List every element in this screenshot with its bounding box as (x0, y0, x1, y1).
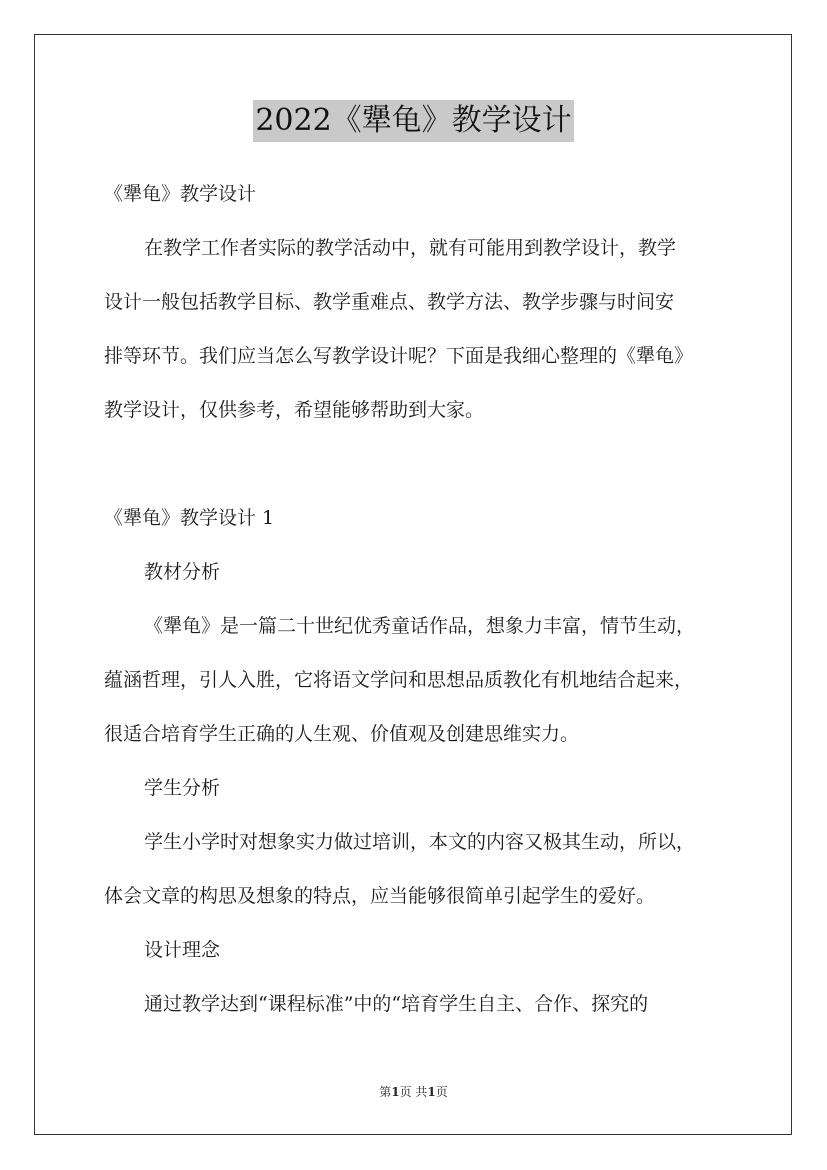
concept-heading: 设计理念 (144, 939, 221, 961)
title-wrap (0, 100, 827, 142)
section-heading: 《犟龟》教学设计 1 (104, 507, 275, 529)
textbook-heading: 教材分析 (144, 561, 221, 583)
footer-mid: 页 共 (399, 1085, 428, 1099)
student-heading: 学生分析 (144, 777, 221, 799)
footer-page-number: 1 (391, 1085, 400, 1099)
intro-line-3: 排等环节。我们应当怎么写教学设计呢？下面是我细心整理的《犟龟》 (104, 345, 694, 367)
intro-line-2: 设计一般包括教学目标、教学重难点、教学方法、教学步骤与时间安 (104, 291, 675, 313)
textbook-line-2: 蕴涵哲理，引人入胜，它将语文学问和思想品质教化有机地结合起来， (104, 669, 694, 691)
footer-prefix: 第 (379, 1085, 392, 1099)
textbook-line-3: 很适合培育学生正确的人生观、价值观及创建思维实力。 (104, 723, 580, 745)
document-title: 2022《犟龟》教学设计 (253, 100, 573, 142)
intro-line-1: 在教学工作者实际的教学活动中，就有可能用到教学设计，教学 (144, 237, 677, 259)
footer-suffix: 页 (435, 1085, 448, 1099)
intro-line-4: 教学设计，仅供参考，希望能够帮助到大家。 (104, 399, 485, 421)
page-footer (0, 1083, 827, 1101)
document-subtitle: 《犟龟》教学设计 (104, 183, 257, 205)
footer-page-total: 1 (427, 1085, 436, 1099)
student-line-2: 体会文章的构思及想象的特点，应当能够很简单引起学生的爱好。 (104, 885, 656, 907)
textbook-line-1: 《犟龟》是一篇二十世纪优秀童话作品，想象力丰富，情节生动， (144, 615, 696, 637)
concept-line-1: 通过教学达到“课程标准”中的“培育学生自主、合作、探究的 (144, 993, 649, 1015)
student-line-1: 学生小学时对想象实力做过培训，本文的内容又极其生动，所以， (144, 831, 696, 853)
